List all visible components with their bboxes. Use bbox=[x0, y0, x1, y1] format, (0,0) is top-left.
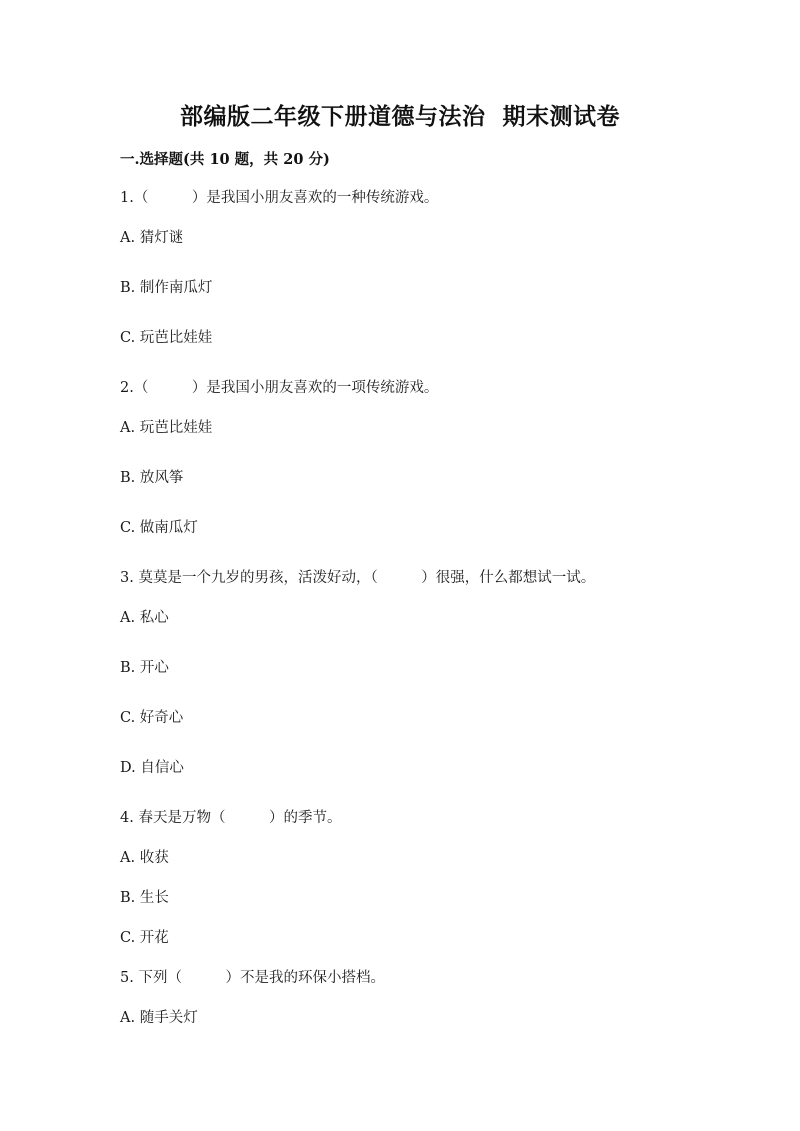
question-2-option-b: B. 放风筝 bbox=[120, 470, 184, 486]
question-4-option-b: B. 生长 bbox=[120, 890, 169, 906]
question-5-option-a: A. 随手关灯 bbox=[120, 1010, 198, 1026]
question-2-option-c: C. 做南瓜灯 bbox=[120, 520, 198, 536]
question-1-option-c: C. 玩芭比娃娃 bbox=[120, 330, 213, 346]
question-1-option-a: A. 猜灯谜 bbox=[120, 230, 184, 246]
question-3-stem: 3. 莫莫是一个九岁的男孩，活泼好动，（ ）很强，什么都想试一试。 bbox=[120, 570, 596, 586]
question-2-option-a: A. 玩芭比娃娃 bbox=[120, 420, 213, 436]
question-3-option-d: D. 自信心 bbox=[120, 760, 184, 776]
question-3-option-c: C. 好奇心 bbox=[120, 710, 184, 726]
question-4-option-c: C. 开花 bbox=[120, 930, 169, 946]
page-title: 部编版二年级下册道德与法治 期末测试卷 bbox=[179, 103, 620, 130]
question-2-stem: 2.（ ）是我国小朋友喜欢的一项传统游戏。 bbox=[120, 380, 439, 396]
section-heading: 一.选择题(共 10 题，共 20 分) bbox=[120, 151, 330, 168]
question-3-option-b: B. 开心 bbox=[120, 660, 169, 676]
question-1-stem: 1.（ ）是我国小朋友喜欢的一种传统游戏。 bbox=[120, 190, 439, 206]
question-5-stem: 5. 下列（ ）不是我的环保小搭档。 bbox=[120, 970, 385, 986]
question-4-option-a: A. 收获 bbox=[120, 850, 169, 866]
question-3-option-a: A. 私心 bbox=[120, 610, 169, 626]
question-1-option-b: B. 制作南瓜灯 bbox=[120, 280, 213, 296]
question-4-stem: 4. 春天是万物（ ）的季节。 bbox=[120, 810, 342, 826]
